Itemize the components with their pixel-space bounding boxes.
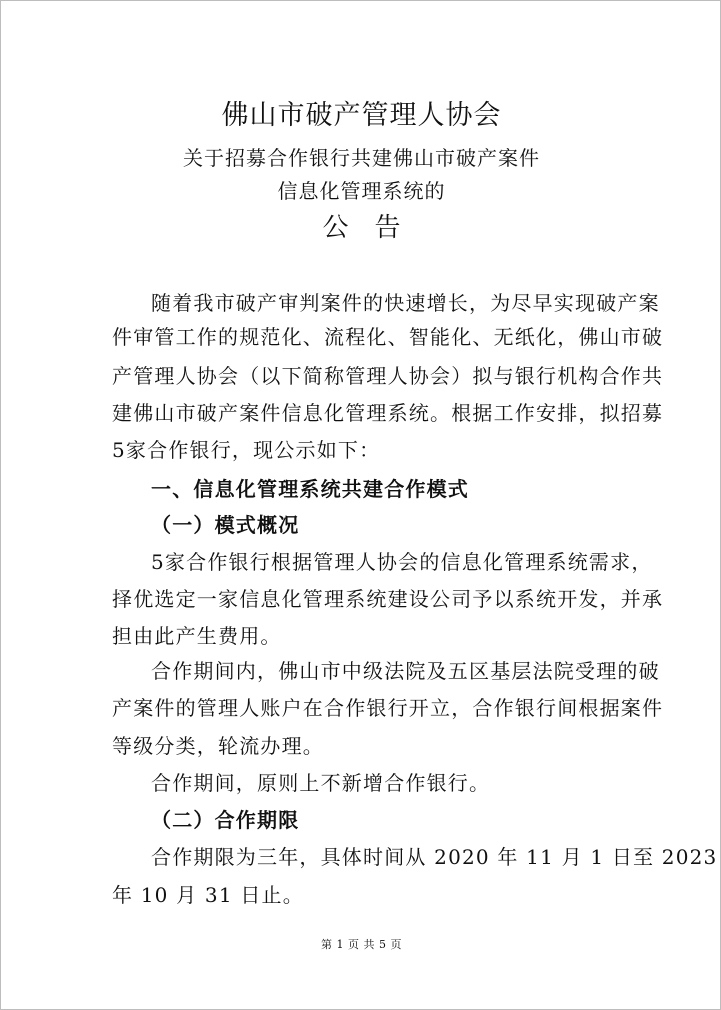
- paragraph1-line3: 产管理人协会（以下简称管理人协会）拟与银行机构合作共: [112, 364, 664, 388]
- paragraph3-line3: 等级分类，轮流办理。: [112, 734, 324, 758]
- paragraph2-line3: 担由此产生费用。: [112, 624, 282, 648]
- paragraph2-line2: 择优选定一家信息化管理系统建设公司予以系统开发，并承: [112, 587, 664, 611]
- page-number-footer: 第 1 页 共 5 页: [321, 938, 402, 951]
- paragraph5-line2: 年 10 月 31 日止。: [112, 883, 304, 907]
- document-subtitle-line1: 关于招募合作银行共建佛山市破产案件: [183, 146, 540, 170]
- document-subtitle-line2: 信息化管理系统的: [277, 179, 446, 203]
- subsection1-heading: （一）模式概况: [151, 513, 300, 537]
- document-title: 佛山市破产管理人协会: [221, 100, 502, 131]
- paragraph1-line4: 建佛山市破产案件信息化管理系统。根据工作安排，拟招募: [112, 401, 664, 425]
- section1-heading: 一、信息化管理系统共建合作模式: [151, 477, 469, 501]
- paragraph5-line1: 合作期限为三年，具体时间从 2020 年 11 月 1 日至 2023: [151, 845, 718, 869]
- announcement-heading: 公告: [322, 213, 427, 243]
- paragraph2-line1: 5家合作银行根据管理人协会的信息化管理系统需求，: [151, 550, 653, 574]
- paragraph1-line1: 随着我市破产审判案件的快速增长，为尽早实现破产案: [151, 291, 660, 315]
- paragraph4: 合作期间，原则上不新增合作银行。: [151, 771, 491, 795]
- paragraph1-line5: 5家合作银行，现公示如下：: [112, 438, 381, 462]
- paragraph3-line1: 合作期间内，佛山市中级法院及五区基层法院受理的破: [151, 659, 660, 683]
- paragraph1-line2: 件审管工作的规范化、流程化、智能化、无纸化，佛山市破: [112, 325, 664, 349]
- paragraph3-line2: 产案件的管理人账户在合作银行开立，合作银行间根据案件: [112, 696, 664, 720]
- subsection2-heading: （二）合作期限: [151, 808, 300, 832]
